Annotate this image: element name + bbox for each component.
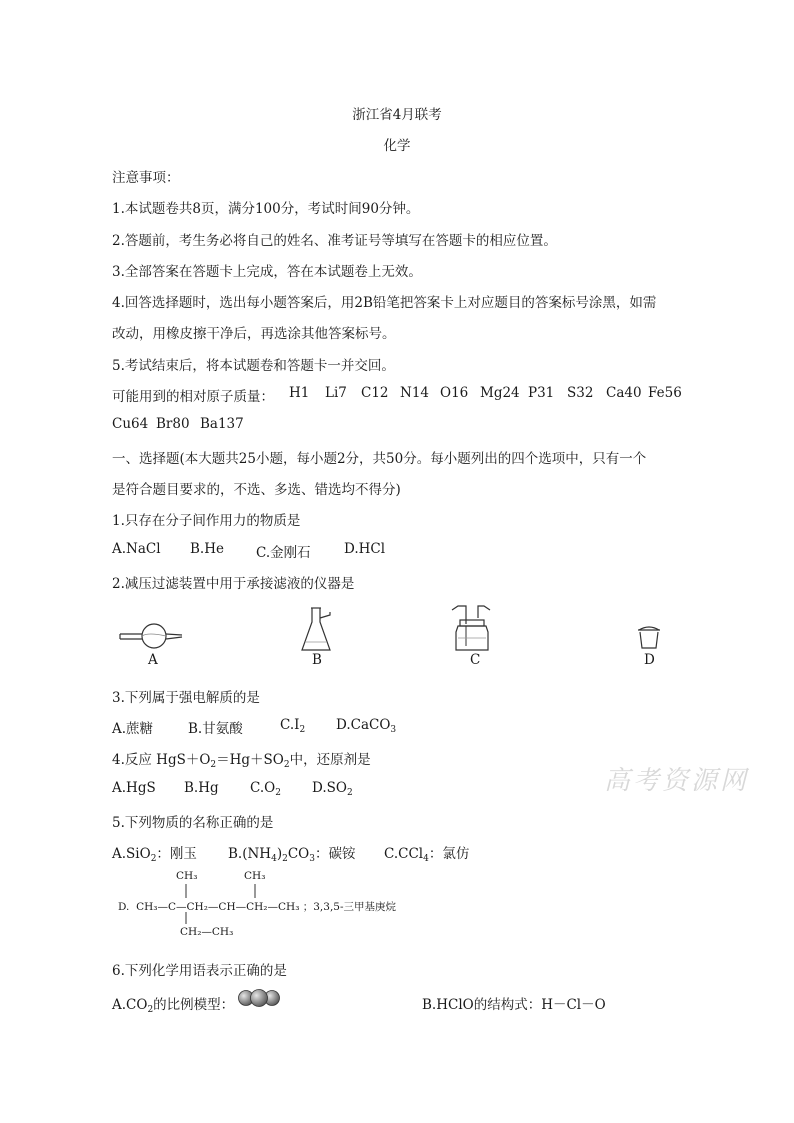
q5-option-d: D. CH₃—C—CH₂—CH—CH₂—CH₃ ；3,3,5-三甲基庚烷 (118, 901, 397, 913)
mass-fe: Fe56 (648, 385, 682, 401)
mass-br: Br80 (156, 416, 190, 432)
note-item-5: 5.考试结束后，将本试题卷和答题卡一并交回。 (112, 358, 395, 374)
masses-label: 可能用到的相对原子质量： (112, 389, 274, 405)
q4-option-b: B.Hg (184, 780, 219, 796)
section1-line1: 一、选择题(本大题共25小题，每小题2分，共50分。每小题列出的四个选项中，只有一个 (112, 451, 647, 467)
apparatus-d-label: D (644, 652, 655, 668)
q4-option-d: $D.SO_2$ (312, 780, 353, 798)
q5-d-top-methyl-1: CH₃ (176, 870, 198, 882)
exam-title: 浙江省4月联考 (352, 107, 442, 123)
q4-stem: 4.反应 $HgS+O_2=Hg+SO_2$中，还原剂是 (112, 752, 371, 770)
q3-option-a: A.蔗糖 (112, 721, 154, 737)
mass-n: N14 (400, 385, 429, 401)
q3-stem: 3.下列属于强电解质的是 (112, 690, 260, 706)
q5-d-main-chain: CH₃—C—CH₂—CH—CH₂—CH₃ (136, 901, 300, 913)
subject-title: 化学 (383, 138, 411, 154)
note-item-1: 1.本试题卷共8页，满分100分，考试时间90分钟。 (112, 201, 420, 217)
q3-option-b: B.甘氨酸 (188, 721, 243, 737)
notes-heading: 注意事项： (112, 170, 180, 186)
q5-d-name: ；3,3,5-三甲基庚烷 (302, 901, 397, 913)
q5-d-bottom-ethyl: CH₂—CH₃ (180, 926, 234, 938)
q1-option-b: B.He (190, 541, 224, 557)
mass-s: S32 (567, 385, 594, 401)
q3-option-c: $C.I_2$ (280, 717, 306, 735)
q6-option-b: B.HClO的结构式：H－Cl－O (422, 997, 606, 1013)
mass-p: P31 (528, 385, 555, 401)
q4-option-a: A.HgS (112, 780, 156, 796)
watermark: 高考资源网 (604, 766, 750, 796)
apparatus-b-label: B (312, 652, 322, 668)
note-item-4: 4.回答选择题时，选出每小题答案后，用2B铅笔把答案卡上对应题目的答案标号涂黑，如需 (112, 295, 657, 311)
mass-mg: Mg24 (480, 385, 520, 401)
apparatus-a-label: A (148, 652, 158, 668)
note-item-2: 2.答题前，考生务必将自己的姓名、准考证号等填写在答题卡的相应位置。 (112, 233, 557, 249)
apparatus-c-label: C (470, 652, 481, 668)
mass-cu: Cu64 (112, 416, 149, 432)
q5-option-a: A.SiO$_2$：刚玉 (112, 846, 197, 864)
q2-stem: 2.减压过滤装置中用于承接滤液的仪器是 (112, 576, 355, 592)
q5-option-b: $B.(NH_4)_2CO_3$：碳铵 (228, 846, 356, 864)
q4-option-c: $C.O_2$ (250, 780, 281, 798)
q5-option-c: C.CCl$_4$：氯仿 (384, 846, 470, 864)
q6-stem: 6.下列化学用语表示正确的是 (112, 963, 287, 979)
mass-h: H1 (289, 385, 310, 401)
q5-stem: 5.下列物质的名称正确的是 (112, 815, 274, 831)
note-item-4-cont: 改动，用橡皮擦干净后，再选涂其他答案标号。 (112, 326, 396, 342)
mass-o: O16 (440, 385, 469, 401)
q3-option-d: D.CaCO$_3$ (336, 717, 397, 735)
q1-option-a: A.NaCl (112, 541, 161, 557)
mass-ba: Ba137 (200, 416, 244, 432)
mass-c: C12 (361, 385, 389, 401)
mass-li: Li7 (325, 385, 347, 401)
co2-space-filling-model-icon (238, 988, 284, 1008)
section1-line2: 是符合题目要求的，不选、多选、错选均不得分) (112, 482, 401, 498)
note-item-3: 3.全部答案在答题卡上完成，答在本试题卷上无效。 (112, 264, 422, 280)
mass-ca: Ca40 (606, 385, 642, 401)
q1-option-c: C.金刚石 (256, 545, 311, 561)
q6-option-a: $A.CO_2$的比例模型： (112, 997, 235, 1015)
q5-d-top-methyl-2: CH₃ (244, 870, 266, 882)
q1-option-d: D.HCl (344, 541, 386, 557)
q1-stem: 1.只存在分子间作用力的物质是 (112, 513, 301, 529)
